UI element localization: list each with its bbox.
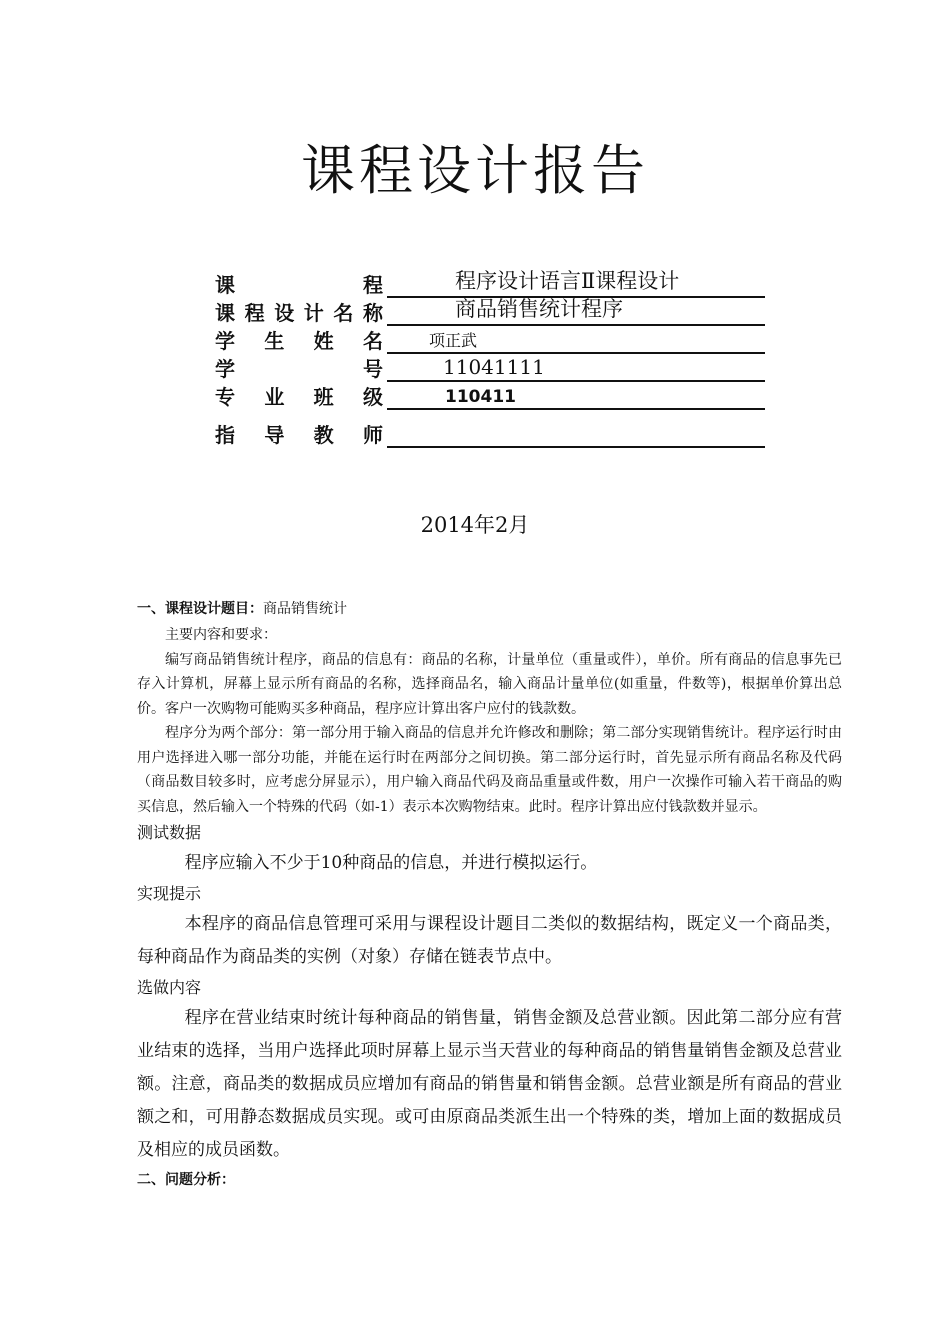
hint-text: 本程序的商品信息管理可采用与课程设计题目二类似的数据结构，既定义一个商品类，每种商品作为商品类的实例（对象）存储在链表节点中。 bbox=[137, 914, 842, 967]
section1-intro-label: 主要内容和要求： bbox=[165, 627, 277, 643]
report-date: 2014年2月 bbox=[420, 513, 530, 537]
optional-label: 选做内容 bbox=[137, 978, 202, 997]
info-label-design-name: 课 程 设 计 名 称 bbox=[215, 301, 383, 325]
section1-heading: 一、课程设计题目：商品销售统计 bbox=[137, 601, 347, 617]
info-row-student-name bbox=[215, 326, 765, 354]
info-label-advisor: 指 导 教 师 bbox=[215, 423, 383, 447]
info-row-class bbox=[215, 382, 765, 410]
optional-text: 程序在营业结束时统计每种商品的销售量，销售金额及总营业额。因此第二部分应有营业结束的选择，当用户选择此项时屏幕上显示当天营业的每种商品的销售量销售金额及总营业额。注意，商品类的数据成员应增加有商品的销售量和销售金额。总营业额是所有商品的营业额之和，可用静态数据成员实现。或可由原商品类派生出一个特殊的类，增加上面的数据成员及相应的成员函数。 bbox=[137, 1008, 842, 1160]
info-row-design-name bbox=[215, 298, 765, 326]
report-body bbox=[137, 596, 842, 1193]
info-label-student-id: 学 号 bbox=[215, 357, 383, 381]
section1-para1: 编写商品销售统计程序，商品的信息有：商品的名称，计量单位（重量或件），单价。所有商品的信息事先已存入计算机，屏幕上显示所有商品的名称，选择商品名，输入商品计量单位(如重量，件数等)，根据单价算出总价。客户一次购物可能购买多种商品，程序应计算出客户应付的钱款数。 bbox=[137, 651, 842, 717]
test-data-text: 程序应输入不少于10种商品的信息，并进行模拟运行。 bbox=[184, 853, 598, 873]
info-value-design-name: 商品销售统计程序 bbox=[387, 298, 765, 326]
info-row-student-id bbox=[215, 354, 765, 382]
hint-label: 实现提示 bbox=[137, 884, 202, 903]
info-value-student-name: 项正武 bbox=[387, 326, 765, 354]
test-data-label: 测试数据 bbox=[137, 823, 202, 842]
info-label-course: 课 程 bbox=[215, 273, 383, 297]
info-value-class: 110411 bbox=[387, 382, 765, 410]
section1-topic: 商品销售统计 bbox=[263, 601, 347, 617]
section1-para2: 程序分为两个部分：第一部分用于输入商品的信息并允许修改和删除；第二部分实现销售统计。程序运行时由用户选择进入哪一部分功能，并能在运行时在两部分之间切换。第二部分运行时，首先显示所有商品名称及代码（商品数目较多时，应考虑分屏显示），用户输入商品代码及商品重量或件数，用户一次操作可输入若干商品的购买信息，然后输入一个特殊的代码（如-1）表示本次购物结束。此时。程序计算出应付钱款数并显示。 bbox=[137, 725, 842, 815]
section2-heading: 二、问题分析： bbox=[137, 1172, 235, 1188]
info-label-student-name: 学 生 姓 名 bbox=[215, 329, 383, 353]
info-row-advisor bbox=[215, 410, 765, 448]
info-label-class: 专 业 班 级 bbox=[215, 385, 383, 409]
info-value-student-id: 11041111 bbox=[387, 354, 765, 382]
report-title: 课程设计报告 bbox=[301, 139, 649, 202]
info-table bbox=[215, 270, 765, 448]
info-value-course: 程序设计语言Ⅱ课程设计 bbox=[387, 270, 765, 298]
info-value-advisor bbox=[387, 420, 765, 448]
